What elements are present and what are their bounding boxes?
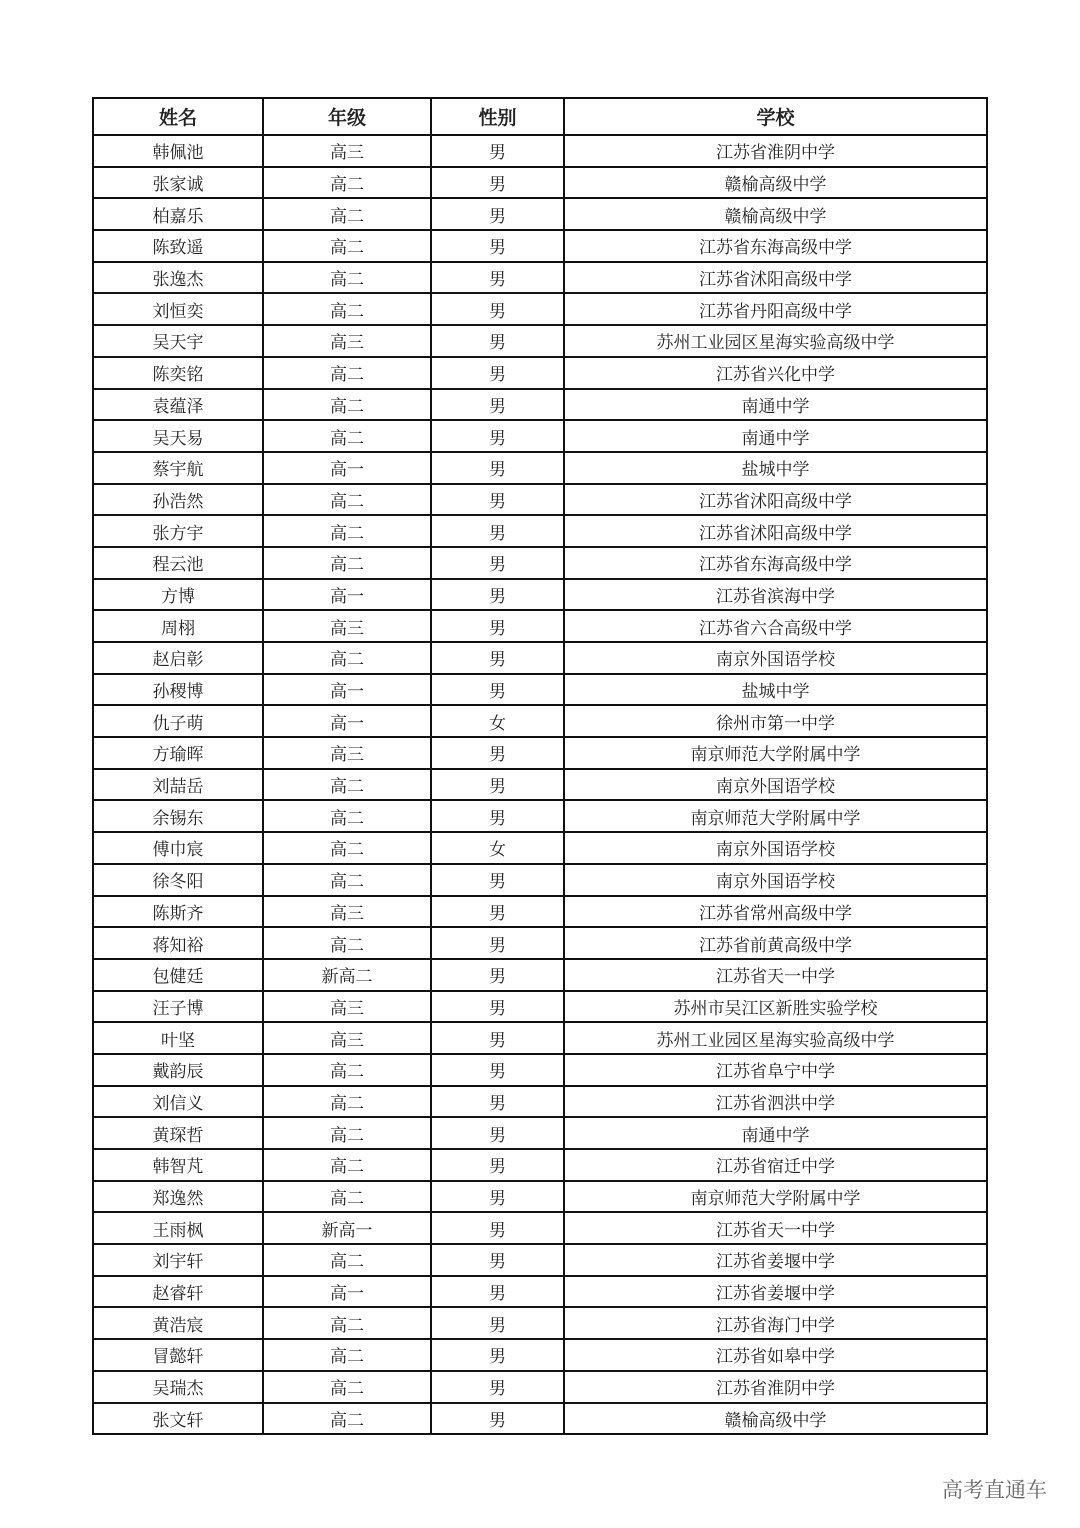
cell-grade: 高一: [263, 674, 431, 706]
table-row: [93, 1117, 987, 1149]
cell-grade: 高二: [263, 1339, 431, 1371]
cell-gender: 男: [431, 769, 564, 801]
cell-school: 赣榆高级中学: [564, 167, 987, 199]
table-row: [93, 896, 987, 928]
cell-name: 周栩: [93, 610, 263, 642]
table-row: [93, 864, 987, 896]
cell-gender: 男: [431, 547, 564, 579]
cell-gender: 男: [431, 1117, 564, 1149]
cell-gender: 男: [431, 167, 564, 199]
cell-grade: 高二: [263, 1244, 431, 1276]
table-row: [93, 1086, 987, 1118]
cell-school: 南京外国语学校: [564, 832, 987, 864]
cell-grade: 高三: [263, 135, 431, 167]
cell-school: 江苏省天一中学: [564, 959, 987, 991]
table-row: [93, 610, 987, 642]
cell-grade: 高二: [263, 262, 431, 294]
cell-grade: 高二: [263, 832, 431, 864]
cell-school: 江苏省东海高级中学: [564, 547, 987, 579]
cell-school: 江苏省宿迁中学: [564, 1149, 987, 1181]
cell-name: 方瑜晖: [93, 737, 263, 769]
cell-grade: 高二: [263, 1054, 431, 1086]
header-grade: 年级: [263, 98, 431, 135]
cell-school: 江苏省海门中学: [564, 1307, 987, 1339]
cell-grade: 高三: [263, 1022, 431, 1054]
table-row: [93, 167, 987, 199]
cell-grade: 高二: [263, 357, 431, 389]
cell-grade: 高三: [263, 325, 431, 357]
cell-gender: 男: [431, 198, 564, 230]
cell-name: 王雨枫: [93, 1212, 263, 1244]
header-name: 姓名: [93, 98, 263, 135]
cell-gender: 男: [431, 1403, 564, 1435]
cell-school: 江苏省淮阴中学: [564, 1371, 987, 1403]
cell-school: 南京外国语学校: [564, 642, 987, 674]
watermark: 高考直通车: [942, 1478, 1047, 1502]
cell-gender: 男: [431, 959, 564, 991]
cell-gender: 男: [431, 1307, 564, 1339]
cell-name: 刘恒奕: [93, 293, 263, 325]
cell-school: 江苏省沭阳高级中学: [564, 262, 987, 294]
cell-name: 戴韵辰: [93, 1054, 263, 1086]
cell-name: 吴瑞杰: [93, 1371, 263, 1403]
cell-gender: 男: [431, 674, 564, 706]
cell-school: 江苏省六合高级中学: [564, 610, 987, 642]
table-row: [93, 1181, 987, 1213]
table-row: [93, 959, 987, 991]
table-row: [93, 325, 987, 357]
cell-grade: 高二: [263, 1086, 431, 1118]
cell-gender: 男: [431, 293, 564, 325]
table-row: [93, 1276, 987, 1308]
cell-name: 刘信义: [93, 1086, 263, 1118]
cell-name: 郑逸然: [93, 1181, 263, 1213]
cell-grade: 高二: [263, 800, 431, 832]
cell-grade: 高三: [263, 896, 431, 928]
cell-school: 赣榆高级中学: [564, 1403, 987, 1435]
cell-grade: 高三: [263, 991, 431, 1023]
cell-school: 江苏省姜堰中学: [564, 1244, 987, 1276]
cell-school: 江苏省淮阴中学: [564, 135, 987, 167]
table-row: [93, 927, 987, 959]
cell-grade: 高一: [263, 452, 431, 484]
table-row: [93, 389, 987, 421]
cell-grade: 高三: [263, 737, 431, 769]
cell-name: 吴天易: [93, 420, 263, 452]
cell-name: 汪子博: [93, 991, 263, 1023]
table-row: [93, 800, 987, 832]
table-row: [93, 452, 987, 484]
cell-name: 柏嘉乐: [93, 198, 263, 230]
cell-name: 黄浩宸: [93, 1307, 263, 1339]
table-row: [93, 1371, 987, 1403]
cell-name: 袁蕴泽: [93, 389, 263, 421]
table-row: [93, 420, 987, 452]
table-row: [93, 1307, 987, 1339]
cell-gender: 男: [431, 610, 564, 642]
cell-grade: 高二: [263, 420, 431, 452]
cell-school: 江苏省阜宁中学: [564, 1054, 987, 1086]
cell-name: 冒懿轩: [93, 1339, 263, 1371]
table-row: [93, 357, 987, 389]
header-gender: 性别: [431, 98, 564, 135]
cell-name: 蒋知裕: [93, 927, 263, 959]
table-row: [93, 579, 987, 611]
cell-school: 南京师范大学附属中学: [564, 737, 987, 769]
cell-gender: 女: [431, 832, 564, 864]
cell-grade: 高二: [263, 167, 431, 199]
cell-school: 苏州市吴江区新胜实验学校: [564, 991, 987, 1023]
cell-name: 刘宇轩: [93, 1244, 263, 1276]
cell-gender: 男: [431, 262, 564, 294]
table-row: [93, 515, 987, 547]
cell-school: 南京师范大学附属中学: [564, 800, 987, 832]
cell-gender: 男: [431, 452, 564, 484]
cell-name: 陈斯齐: [93, 896, 263, 928]
cell-name: 包健廷: [93, 959, 263, 991]
table-row: [93, 1212, 987, 1244]
student-table: [92, 97, 988, 1435]
cell-name: 蔡宇航: [93, 452, 263, 484]
cell-grade: 高一: [263, 1276, 431, 1308]
cell-school: 南通中学: [564, 1117, 987, 1149]
cell-gender: 男: [431, 325, 564, 357]
cell-school: 赣榆高级中学: [564, 198, 987, 230]
cell-school: 苏州工业园区星海实验高级中学: [564, 325, 987, 357]
cell-name: 吴天宇: [93, 325, 263, 357]
cell-name: 赵睿轩: [93, 1276, 263, 1308]
cell-grade: 高二: [263, 1371, 431, 1403]
cell-grade: 高二: [263, 389, 431, 421]
cell-grade: 高二: [263, 1307, 431, 1339]
cell-school: 盐城中学: [564, 674, 987, 706]
cell-name: 方博: [93, 579, 263, 611]
cell-gender: 男: [431, 1181, 564, 1213]
cell-school: 江苏省如皋中学: [564, 1339, 987, 1371]
cell-gender: 男: [431, 1371, 564, 1403]
cell-gender: 男: [431, 484, 564, 516]
cell-grade: 高二: [263, 1117, 431, 1149]
cell-grade: 高二: [263, 293, 431, 325]
cell-name: 张逸杰: [93, 262, 263, 294]
cell-grade: 高二: [263, 864, 431, 896]
cell-gender: 男: [431, 1212, 564, 1244]
header-school: 学校: [564, 98, 987, 135]
cell-school: 苏州工业园区星海实验高级中学: [564, 1022, 987, 1054]
table-row: [93, 1022, 987, 1054]
cell-gender: 男: [431, 357, 564, 389]
cell-name: 仇子萌: [93, 705, 263, 737]
cell-school: 南京外国语学校: [564, 864, 987, 896]
cell-school: 江苏省泗洪中学: [564, 1086, 987, 1118]
table-row: [93, 135, 987, 167]
cell-name: 刘喆岳: [93, 769, 263, 801]
cell-name: 黄琛哲: [93, 1117, 263, 1149]
cell-name: 张文轩: [93, 1403, 263, 1435]
table-row: [93, 230, 987, 262]
cell-grade: 新高二: [263, 959, 431, 991]
cell-school: 江苏省滨海中学: [564, 579, 987, 611]
cell-gender: 男: [431, 515, 564, 547]
cell-name: 程云池: [93, 547, 263, 579]
cell-gender: 男: [431, 896, 564, 928]
cell-gender: 男: [431, 642, 564, 674]
cell-gender: 男: [431, 579, 564, 611]
cell-school: 南通中学: [564, 389, 987, 421]
table-row: [93, 1054, 987, 1086]
cell-gender: 男: [431, 800, 564, 832]
cell-grade: 高二: [263, 927, 431, 959]
cell-grade: 高三: [263, 610, 431, 642]
cell-name: 孙浩然: [93, 484, 263, 516]
cell-gender: 男: [431, 389, 564, 421]
table-row: [93, 547, 987, 579]
cell-grade: 高二: [263, 515, 431, 547]
cell-school: 江苏省丹阳高级中学: [564, 293, 987, 325]
cell-school: 江苏省沭阳高级中学: [564, 484, 987, 516]
cell-grade: 高二: [263, 1181, 431, 1213]
cell-name: 徐冬阳: [93, 864, 263, 896]
cell-name: 陈奕铭: [93, 357, 263, 389]
cell-gender: 女: [431, 705, 564, 737]
cell-grade: 高二: [263, 1403, 431, 1435]
cell-grade: 高二: [263, 484, 431, 516]
table-row: [93, 1339, 987, 1371]
table-row: [93, 262, 987, 294]
table-row: [93, 1149, 987, 1181]
table-row: [93, 1403, 987, 1435]
cell-grade: 高二: [263, 769, 431, 801]
cell-school: 南通中学: [564, 420, 987, 452]
table-row: [93, 737, 987, 769]
cell-gender: 男: [431, 230, 564, 262]
table-row: [93, 705, 987, 737]
cell-gender: 男: [431, 737, 564, 769]
cell-name: 叶坚: [93, 1022, 263, 1054]
cell-name: 张家诚: [93, 167, 263, 199]
table-row: [93, 991, 987, 1023]
cell-name: 赵启彰: [93, 642, 263, 674]
cell-gender: 男: [431, 1276, 564, 1308]
cell-name: 傅巾宸: [93, 832, 263, 864]
cell-gender: 男: [431, 420, 564, 452]
cell-school: 盐城中学: [564, 452, 987, 484]
cell-gender: 男: [431, 1086, 564, 1118]
cell-gender: 男: [431, 1244, 564, 1276]
cell-school: 江苏省东海高级中学: [564, 230, 987, 262]
cell-grade: 高一: [263, 579, 431, 611]
cell-gender: 男: [431, 135, 564, 167]
table-row: [93, 674, 987, 706]
table-row: [93, 642, 987, 674]
cell-name: 张方宇: [93, 515, 263, 547]
table-header-row: [93, 98, 987, 135]
cell-grade: 高二: [263, 547, 431, 579]
cell-grade: 高二: [263, 642, 431, 674]
cell-school: 南京师范大学附属中学: [564, 1181, 987, 1213]
table-row: [93, 484, 987, 516]
cell-school: 江苏省常州高级中学: [564, 896, 987, 928]
cell-gender: 男: [431, 864, 564, 896]
cell-school: 江苏省前黄高级中学: [564, 927, 987, 959]
cell-name: 韩佩池: [93, 135, 263, 167]
cell-grade: 新高一: [263, 1212, 431, 1244]
cell-name: 陈致遥: [93, 230, 263, 262]
cell-grade: 高二: [263, 198, 431, 230]
table-row: [93, 769, 987, 801]
cell-school: 江苏省兴化中学: [564, 357, 987, 389]
cell-grade: 高二: [263, 1149, 431, 1181]
cell-school: 江苏省沭阳高级中学: [564, 515, 987, 547]
cell-gender: 男: [431, 1054, 564, 1086]
table-row: [93, 1244, 987, 1276]
cell-school: 南京外国语学校: [564, 769, 987, 801]
cell-gender: 男: [431, 991, 564, 1023]
cell-gender: 男: [431, 1022, 564, 1054]
table-row: [93, 198, 987, 230]
table-row: [93, 293, 987, 325]
cell-school: 江苏省姜堰中学: [564, 1276, 987, 1308]
cell-name: 孙稷博: [93, 674, 263, 706]
cell-gender: 男: [431, 1339, 564, 1371]
cell-gender: 男: [431, 927, 564, 959]
cell-school: 江苏省天一中学: [564, 1212, 987, 1244]
cell-school: 徐州市第一中学: [564, 705, 987, 737]
cell-gender: 男: [431, 1149, 564, 1181]
table-row: [93, 832, 987, 864]
cell-name: 余锡东: [93, 800, 263, 832]
cell-grade: 高二: [263, 230, 431, 262]
cell-name: 韩智芃: [93, 1149, 263, 1181]
cell-grade: 高一: [263, 705, 431, 737]
